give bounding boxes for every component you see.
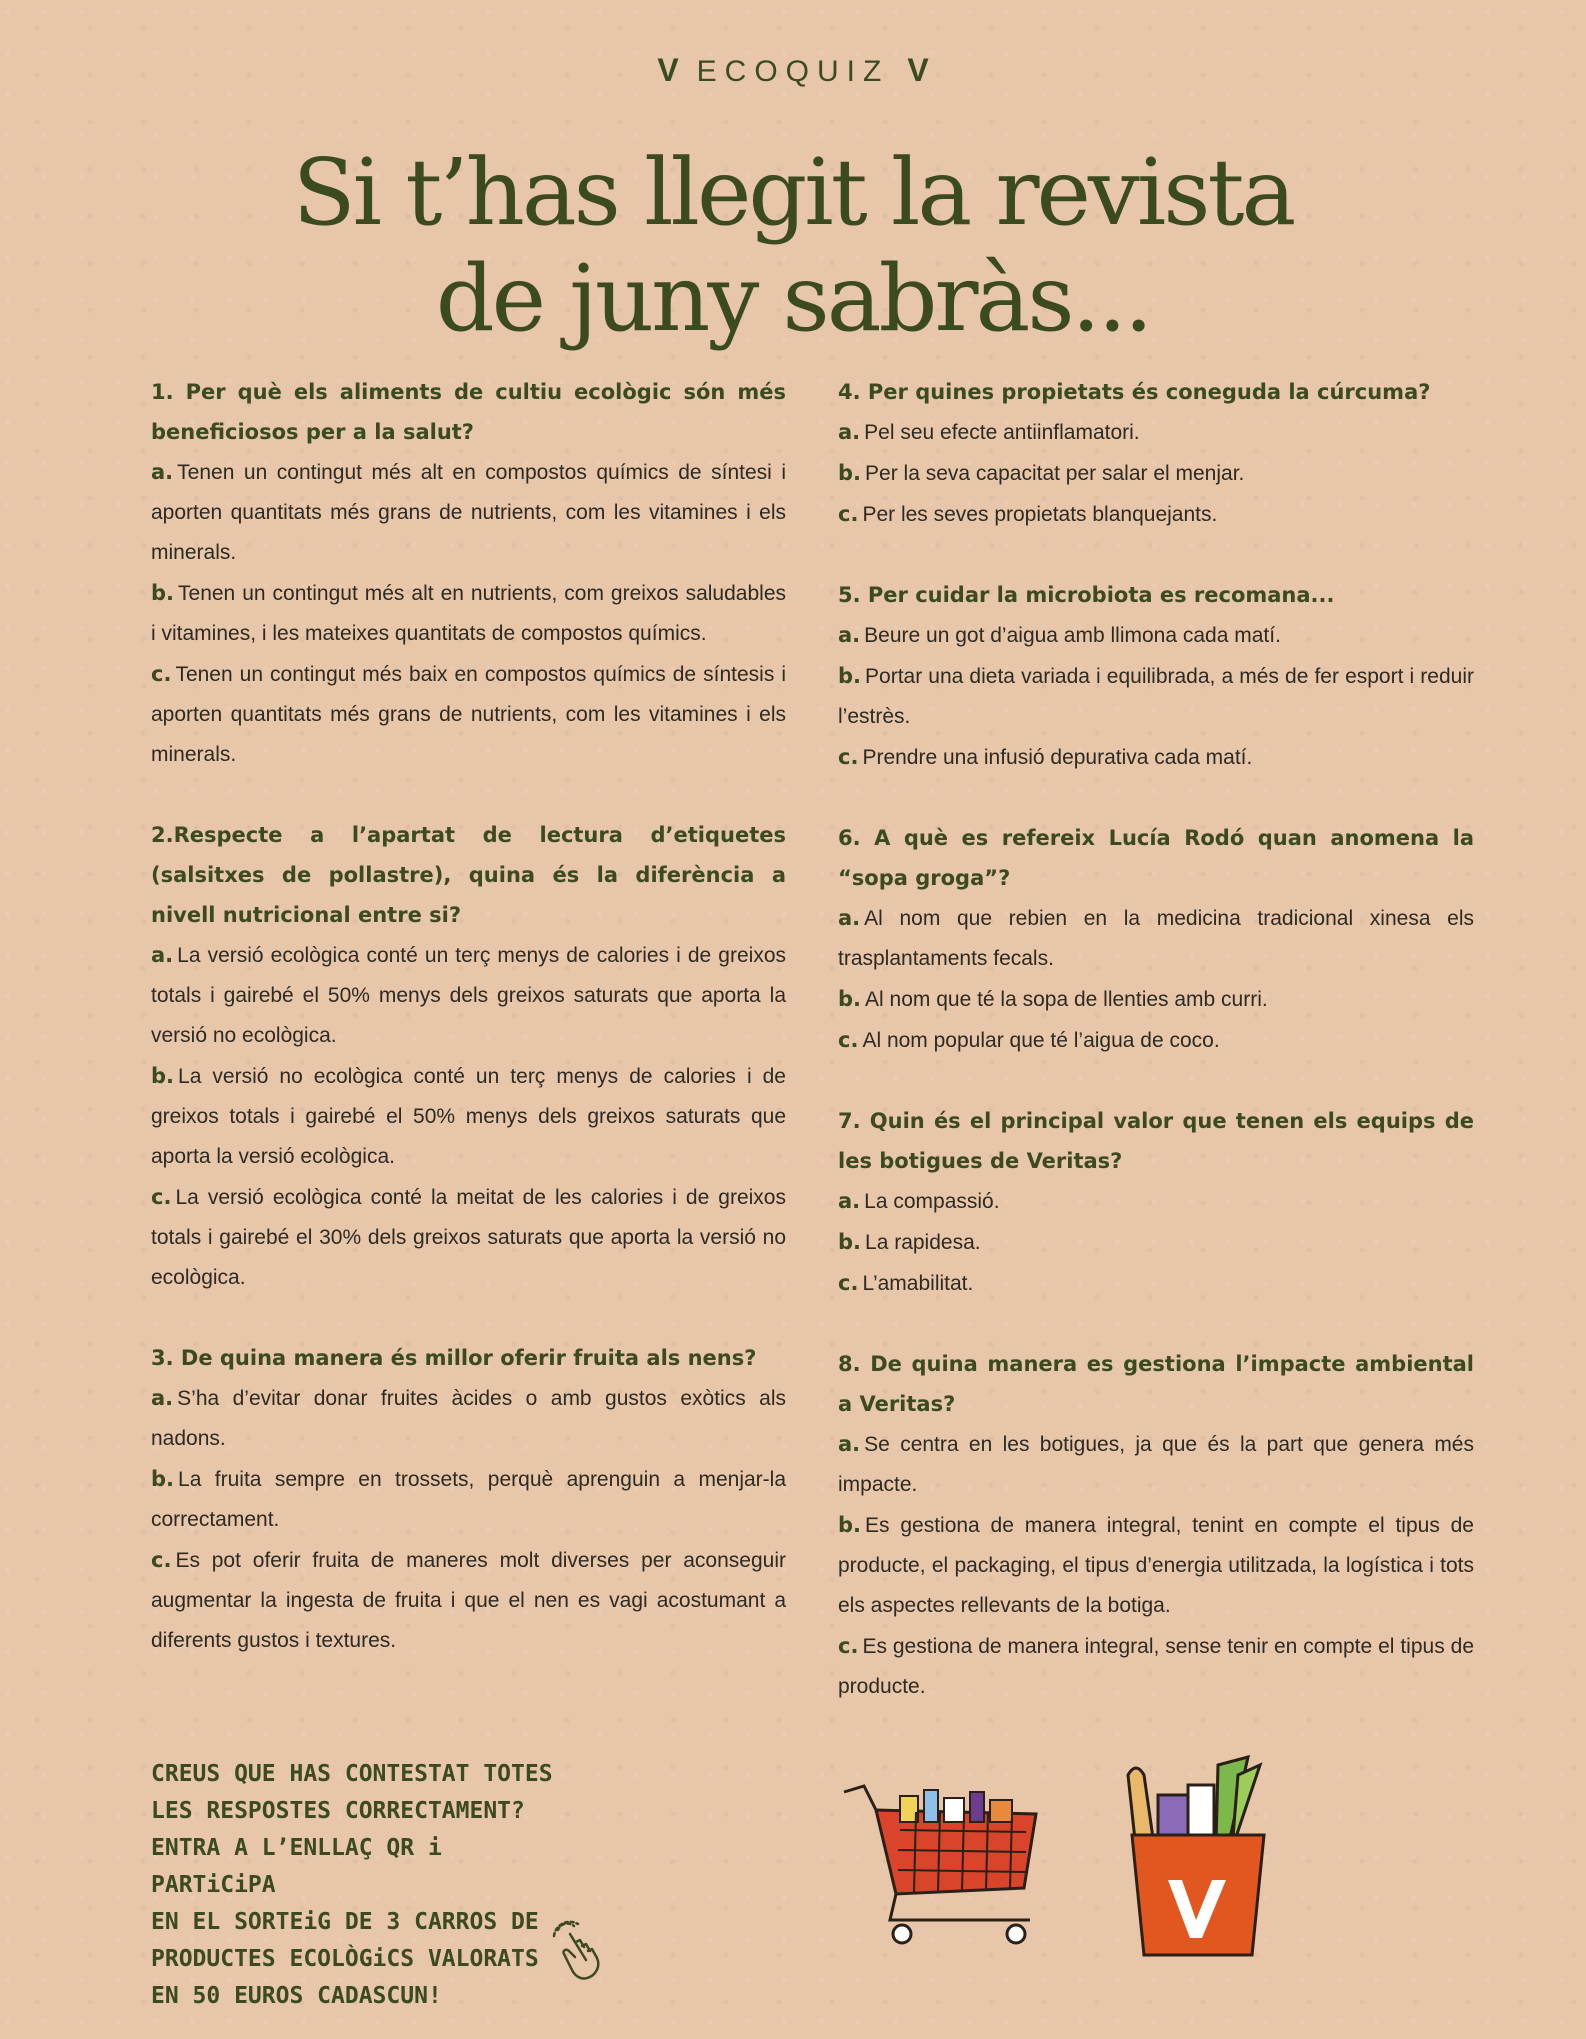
cta-line: EN EL SORTEiG DE 3 CARROS DE — [151, 1909, 539, 1935]
option-letter: b. — [151, 1467, 175, 1491]
question-title: 3. De quina manera és millor oferir fruita als nens? — [151, 1346, 757, 1370]
option-letter: a. — [838, 906, 861, 930]
answer-option — [838, 615, 1474, 656]
quiz-question — [151, 372, 786, 775]
title-line-2: de juny sabràs... — [435, 245, 1151, 352]
option-text: Prendre una infusió depurativa cada matí. — [862, 746, 1253, 769]
page-title — [0, 140, 1586, 352]
questions-right-column — [838, 372, 1474, 1747]
option-letter: c. — [838, 1634, 859, 1658]
option-letter: a. — [838, 1432, 861, 1456]
question-title: 5. Per cuidar la microbiota es recomana... — [838, 583, 1335, 607]
answer-option — [838, 656, 1474, 737]
answer-option — [838, 737, 1474, 778]
answer-option — [838, 1424, 1474, 1505]
option-letter: c. — [838, 745, 859, 769]
option-letter: b. — [838, 461, 862, 485]
answer-option — [838, 412, 1474, 453]
option-text: Es gestiona de manera integral, sense tenir en compte el tipus de producte. — [838, 1635, 1474, 1698]
title-line-1: Si t’has llegit la revista — [292, 139, 1294, 246]
question-title: 7. Quin és el principal valor que tenen els equips de les botigues de Veritas? — [838, 1109, 1474, 1173]
option-text: La versió ecològica conté un terç menys de calories i de greixos totals i gairebé el 50% menys dels greixos saturats que aporta la versió no ecològica. — [151, 944, 786, 1047]
answer-option — [838, 1505, 1474, 1626]
option-letter: c. — [838, 1028, 859, 1052]
cta-line: PRODUCTES ECOLÒGiCS VALORATS — [151, 1946, 539, 1972]
option-text: Beure un got d’aigua amb llimona cada matí. — [864, 624, 1281, 647]
shopping-cart-icon — [840, 1770, 1050, 1950]
answer-option — [151, 1459, 786, 1540]
answer-option — [838, 979, 1474, 1020]
question-title: 4. Per quines propietats és coneguda la cúrcuma? — [838, 380, 1431, 404]
cta-line: CREUS QUE HAS CONTESTAT TOTES — [151, 1761, 553, 1787]
option-letter: c. — [838, 502, 859, 526]
option-text: Al nom que té la sopa de llenties amb curri. — [865, 988, 1268, 1011]
option-letter: a. — [838, 1189, 861, 1213]
quiz-question — [838, 1101, 1474, 1304]
questions-left-column — [151, 372, 786, 1701]
option-text: La fruita sempre en trossets, perquè aprenguin a menjar-la correctament. — [151, 1468, 786, 1531]
answer-option — [838, 1020, 1474, 1061]
question-title: 2.Respecte a l’apartat de lectura d’etiquetes (salsitxes de pollastre), quina és la diferència a nivell nutricional entre si? — [151, 823, 786, 927]
answer-option — [838, 1222, 1474, 1263]
question-title: 8. De quina manera es gestiona l’impacte ambiental a Veritas? — [838, 1352, 1474, 1416]
option-letter: a. — [151, 1386, 174, 1410]
answer-option — [838, 453, 1474, 494]
answer-option — [151, 1056, 786, 1177]
answer-option — [838, 1626, 1474, 1707]
option-text: La compassió. — [864, 1190, 1000, 1213]
option-letter: b. — [151, 1064, 175, 1088]
option-text: Per la seva capacitat per salar el menjar. — [865, 462, 1245, 485]
option-letter: a. — [838, 623, 861, 647]
option-letter: a. — [838, 420, 861, 444]
option-text: L’amabilitat. — [862, 1272, 974, 1295]
option-letter: a. — [151, 460, 174, 484]
veritas-v-icon: V — [657, 52, 679, 88]
question-title: 6. A què es refereix Lucía Rodó quan anomena la “sopa groga”? — [838, 826, 1474, 890]
option-text: Pel seu efecte antiinflamatori. — [864, 421, 1140, 444]
option-letter: c. — [151, 1185, 172, 1209]
option-text: Tenen un contingut més alt en nutrients, com greixos saludables i vitamines, i les mateixes quantitats de compostos químics. — [151, 582, 786, 645]
option-text: La versió ecològica conté la meitat de les calories i de greixos totals i gairebé el 30% dels greixos saturats que aporta la versió no ecològica. — [151, 1186, 786, 1289]
question-title: 1. Per què els aliments de cultiu ecològic són més beneficiosos per a la salut? — [151, 380, 786, 444]
option-letter: a. — [151, 943, 174, 967]
answer-option — [151, 1540, 786, 1661]
quiz-question — [838, 1344, 1474, 1707]
option-text: Portar una dieta variada i equilibrada, a més de fer esport i reduir l’estrès. — [838, 665, 1474, 728]
answer-option — [838, 898, 1474, 979]
option-letter: b. — [838, 1513, 862, 1537]
option-text: Al nom que rebien en la medicina tradicional xinesa els trasplantaments fecals. — [838, 907, 1474, 970]
quiz-question — [838, 818, 1474, 1061]
section-header — [0, 52, 1586, 89]
contest-call-to-action — [151, 1756, 571, 2015]
option-letter: b. — [151, 581, 175, 605]
option-text: Tenen un contingut més baix en compostos químics de síntesis i aporten quantitats més grans de nutrients, com les vitamines i els minerals. — [151, 663, 786, 766]
hand-tap-icon[interactable] — [552, 1920, 616, 1984]
answer-option — [151, 654, 786, 775]
option-text: Per les seves propietats blanquejants. — [862, 503, 1218, 526]
option-letter: c. — [838, 1271, 859, 1295]
quiz-question — [838, 372, 1474, 535]
option-text: Se centra en les botigues, ja que és la part que genera més impacte. — [838, 1433, 1474, 1496]
option-letter: c. — [151, 1548, 172, 1572]
option-text: La versió no ecològica conté un terç menys de calories i de greixos totals i gairebé el 50% menys dels greixos saturats que aporta la versió ecològica. — [151, 1065, 786, 1168]
option-text: La rapidesa. — [865, 1231, 981, 1254]
option-text: Es gestiona de manera integral, tenint en compte el tipus de producte, el packaging, el tipus d’energia utilitzada, la logística i tots els aspectes rellevants de la botiga. — [838, 1514, 1474, 1617]
option-text: Es pot oferir fruita de maneres molt diverses per aconseguir augmentar la ingesta de fruita i que el nen es vagi acostumant a diferents gustos i textures. — [151, 1549, 786, 1652]
answer-option — [838, 1263, 1474, 1304]
veritas-v-icon: V — [907, 52, 929, 88]
answer-option — [151, 573, 786, 654]
answer-option — [151, 1177, 786, 1298]
option-letter: b. — [838, 664, 862, 688]
answer-option — [151, 452, 786, 573]
cta-line: ENTRA A L’ENLLAÇ QR i PARTiCiPA — [151, 1835, 442, 1898]
cta-line: EN 50 EUROS CADASCUN! — [151, 1983, 442, 2009]
option-letter: b. — [838, 987, 862, 1011]
option-letter: c. — [151, 662, 172, 686]
section-label: ECOQUIZ — [696, 55, 890, 88]
answer-option — [151, 1378, 786, 1459]
quiz-question — [151, 815, 786, 1298]
answer-option — [838, 494, 1474, 535]
option-text: Tenen un contingut més alt en compostos químics de síntesi i aporten quantitats més grans de nutrients, com les vitamines i els minerals. — [151, 461, 786, 564]
grocery-bag-icon — [1118, 1755, 1278, 1965]
cta-line: LES RESPOSTES CORRECTAMENT? — [151, 1798, 525, 1824]
answer-option — [151, 935, 786, 1056]
quiz-question — [838, 575, 1474, 778]
option-letter: b. — [838, 1230, 862, 1254]
option-text: Al nom popular que té l’aigua de coco. — [862, 1029, 1220, 1052]
answer-option — [838, 1181, 1474, 1222]
quiz-question — [151, 1338, 786, 1661]
option-text: S’ha d’evitar donar fruites àcides o amb gustos exòtics als nadons. — [151, 1387, 786, 1450]
